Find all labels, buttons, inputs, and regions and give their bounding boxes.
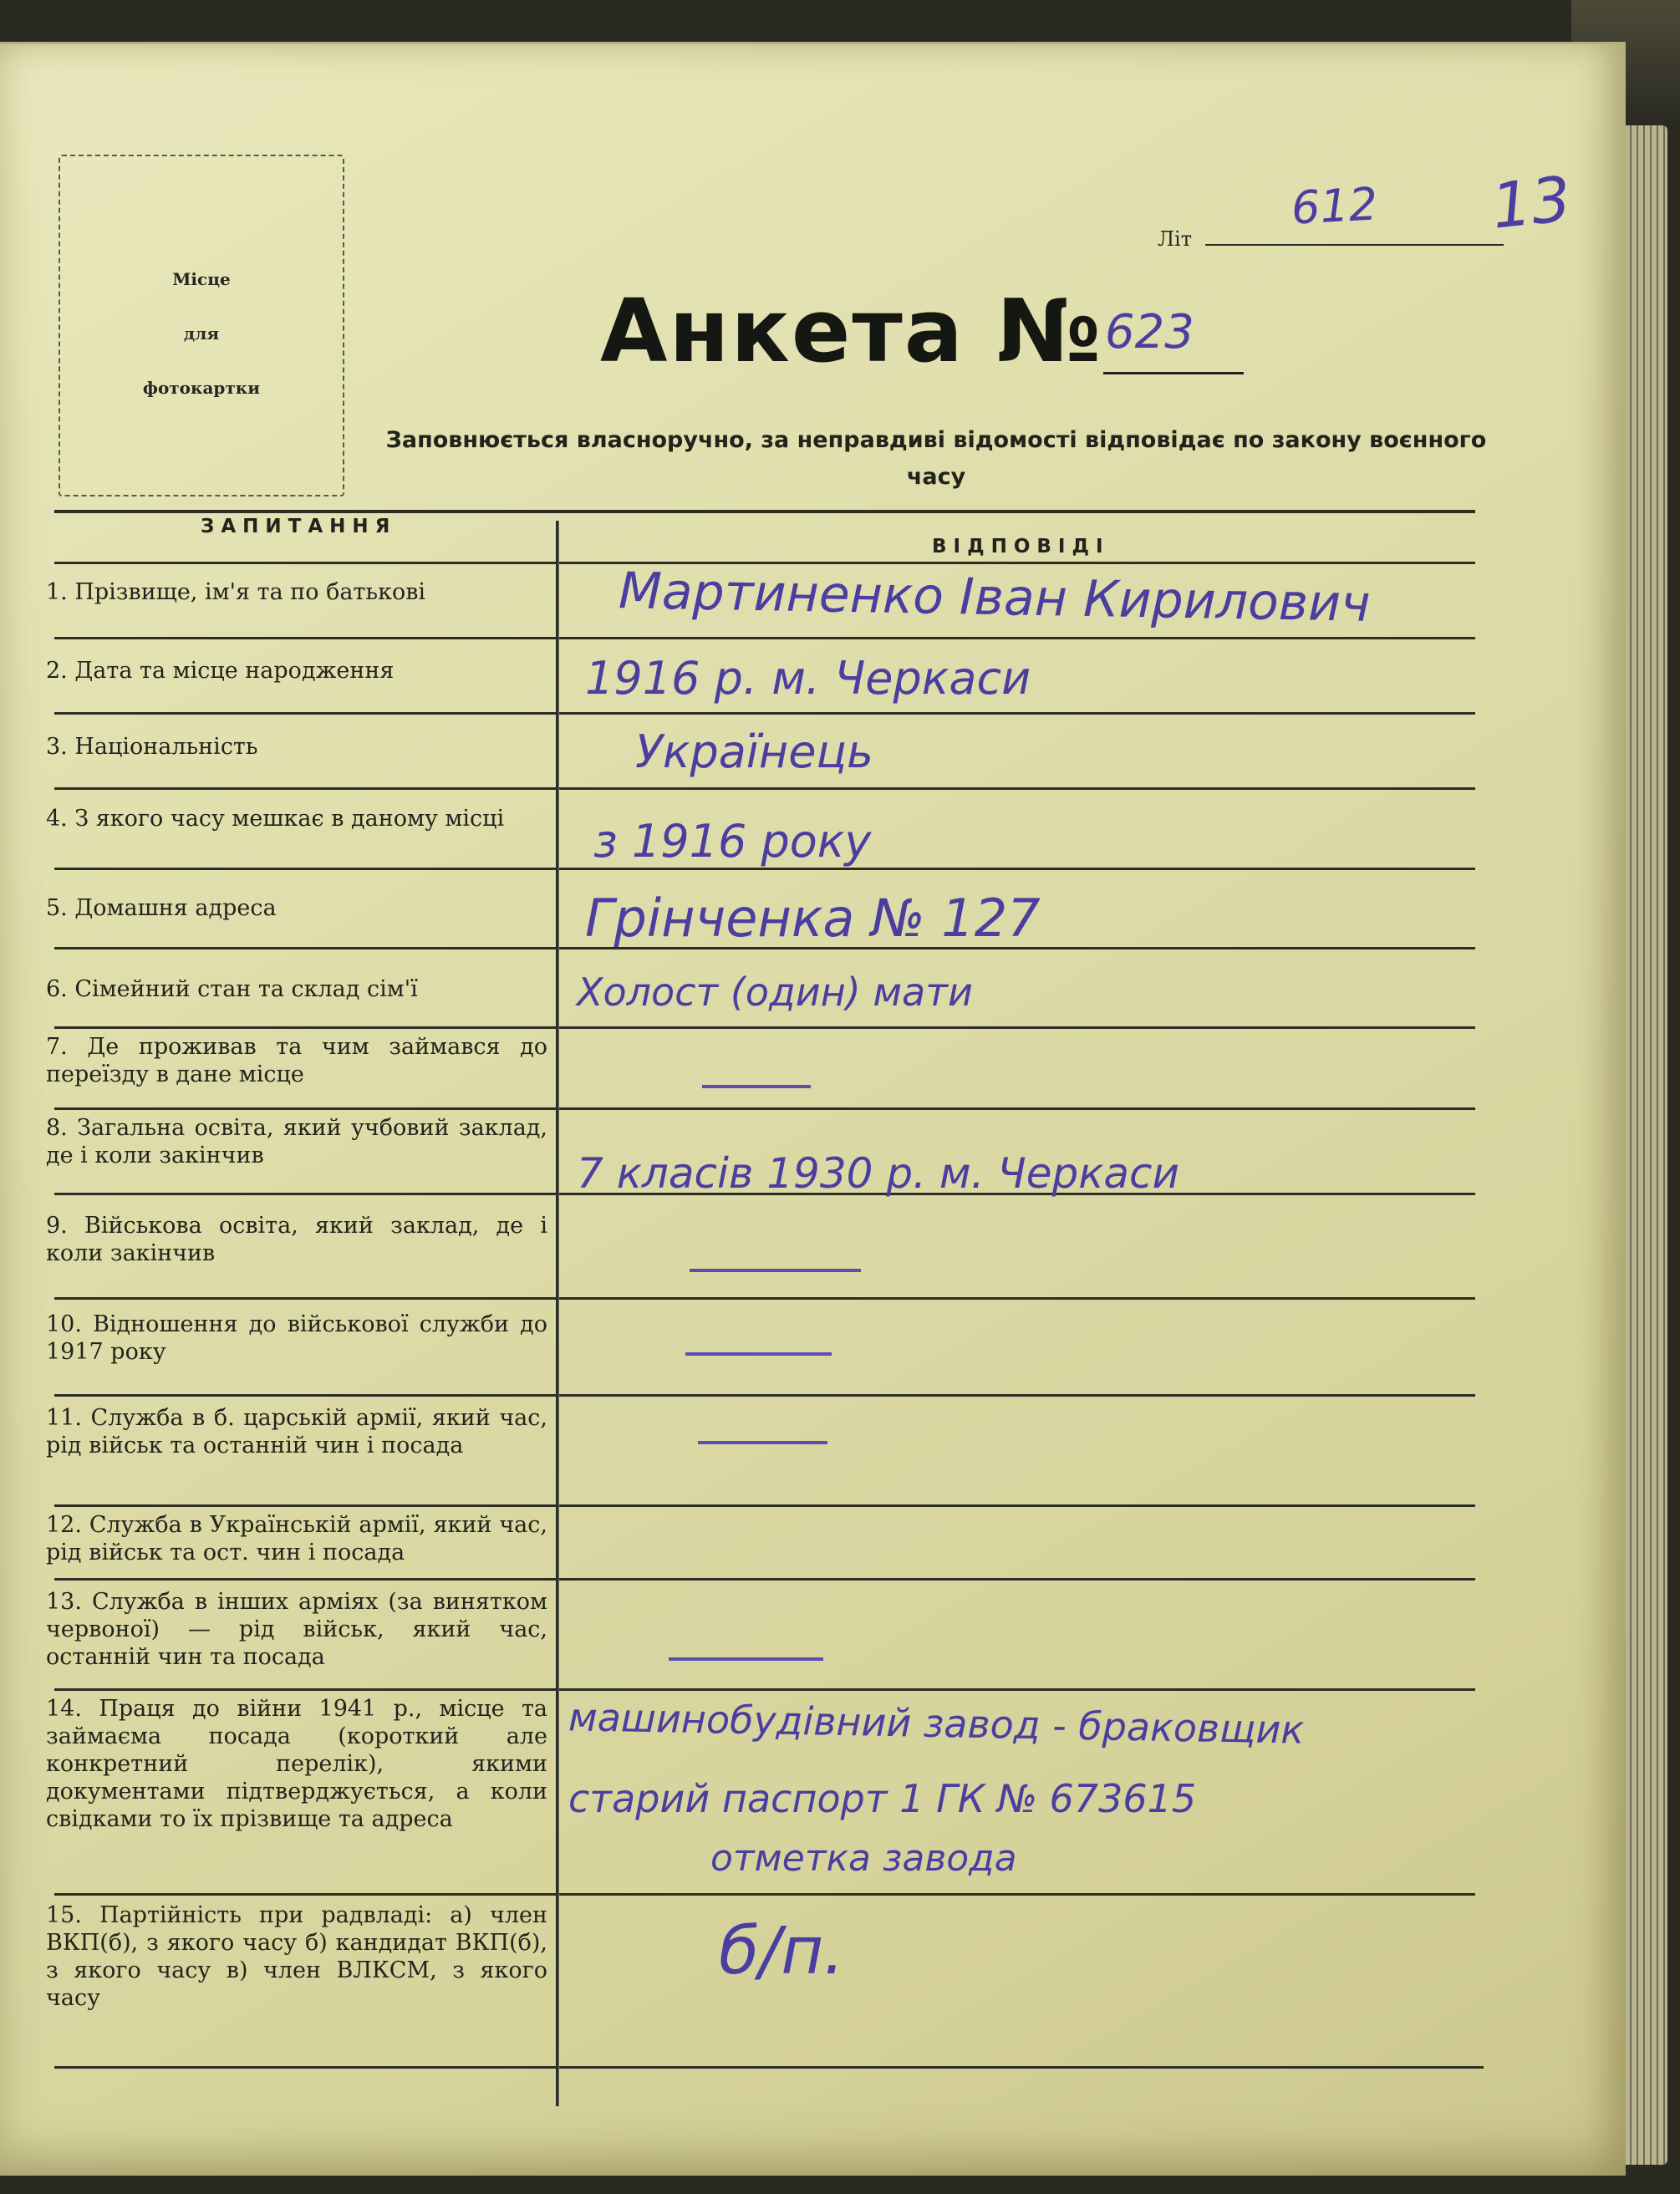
lit-label: Літ xyxy=(1158,227,1192,251)
page-title: Анкета № xyxy=(600,280,1103,382)
answer-13-dash xyxy=(669,1657,823,1661)
question-6: 6. Сімейний стан та склад сім'ї xyxy=(46,976,418,1002)
question-13: 13. Служба в інших арміях (за винятком червоної) — рід військ, який час, останній чин та посада xyxy=(46,1589,547,1670)
question-8: 8. Загальна освіта, який учбовий заклад, де і коли закінчив xyxy=(46,1115,547,1168)
answer-14-line3: отметка завода xyxy=(710,1837,1017,1880)
table-rule xyxy=(54,1107,1475,1110)
answer-14-line1: машинобудівний завод - браковщик xyxy=(568,1694,1305,1753)
answer-1: Мартиненко Іван Кирилович xyxy=(618,562,1372,634)
photo-placeholder xyxy=(59,155,344,496)
table-rule xyxy=(54,1297,1475,1300)
answer-11-dash xyxy=(698,1441,827,1444)
question-11: 11. Служба в б. царській армії, який час, рід військ та останній чин і посада xyxy=(46,1405,547,1458)
table-rule xyxy=(54,1893,1475,1896)
table-rule xyxy=(54,1026,1475,1029)
table-rule xyxy=(54,868,1475,870)
answer-8: 7 класів 1930 р. м. Черкаси xyxy=(577,1149,1180,1198)
answer-14-line2: старий паспорт 1 ГК № 673615 xyxy=(568,1776,1197,1821)
question-1: 1. Прізвище, ім'я та по батькові xyxy=(46,579,426,605)
question-10: 10. Відношення до військової служби до 1917 року xyxy=(46,1311,547,1365)
table-rule xyxy=(54,1394,1475,1397)
lit-value: 612 xyxy=(1290,177,1379,235)
photo-label-line3: фотокартки xyxy=(142,378,261,398)
question-3: 3. Національність xyxy=(46,734,258,760)
answer-9-dash xyxy=(690,1269,861,1272)
header-questions: ЗАПИТАННЯ xyxy=(201,516,397,537)
question-14: 14. Праця до війни 1941 р., місце та займаєма посада (короткий але конкретний перелік), якими документами підтверджується, а коли свідками то їх прізвище та адреса xyxy=(46,1696,547,1832)
photo-label-line1: Місце xyxy=(172,269,231,289)
answer-2: 1916 р. м. Черкаси xyxy=(585,652,1031,705)
table-rule xyxy=(54,787,1475,790)
question-9: 9. Військова освіта, який заклад, де і коли закінчив xyxy=(46,1213,547,1266)
table-bottom-rule xyxy=(54,2066,1484,2069)
title-number-underline xyxy=(1103,372,1244,374)
question-2: 2. Дата та місце народження xyxy=(46,658,395,684)
answer-6: Холост (один) мати xyxy=(577,970,973,1015)
table-rule xyxy=(54,637,1475,639)
question-12: 12. Служба в Українській армії, який час, рід військ та ост. чин і посада xyxy=(46,1512,547,1565)
answer-10-dash xyxy=(685,1352,832,1356)
lit-underline xyxy=(1205,244,1504,246)
table-rule xyxy=(54,1688,1475,1691)
answer-15: б/п. xyxy=(719,1914,845,1989)
answer-4: з 1916 року xyxy=(593,815,872,868)
table-column-divider-thin xyxy=(558,521,559,2106)
header-answers: ВІДПОВІДІ xyxy=(932,536,1110,557)
corner-page-number: 13 xyxy=(1488,163,1575,243)
question-7: 7. Де проживав та чим займався до переїзду в дане місце xyxy=(46,1034,547,1087)
table-rule xyxy=(54,712,1475,715)
question-15: 15. Партійність при радвладі: а) член ВКП(б), з якого часу б) кандидат ВКП(б), з якого часу в) член ВЛКСМ, з якого часу xyxy=(46,1902,547,2011)
photo-label-line2: для xyxy=(183,323,220,344)
table-rule xyxy=(54,1504,1475,1507)
title-number: 623 xyxy=(1105,305,1194,359)
page-subtitle: Заповнюється власноручно, за неправдиві відомості відповідає по закону воєнного часу xyxy=(385,427,1487,490)
answer-3: Українець xyxy=(635,725,874,778)
answer-5: Грінченка № 127 xyxy=(585,888,1041,949)
answer-7-dash xyxy=(702,1085,811,1088)
question-4: 4. З якого часу мешкає в даному місці xyxy=(46,806,505,832)
table-rule xyxy=(54,1578,1475,1581)
table-top-rule xyxy=(54,510,1475,513)
question-5: 5. Домашня адреса xyxy=(46,895,277,921)
